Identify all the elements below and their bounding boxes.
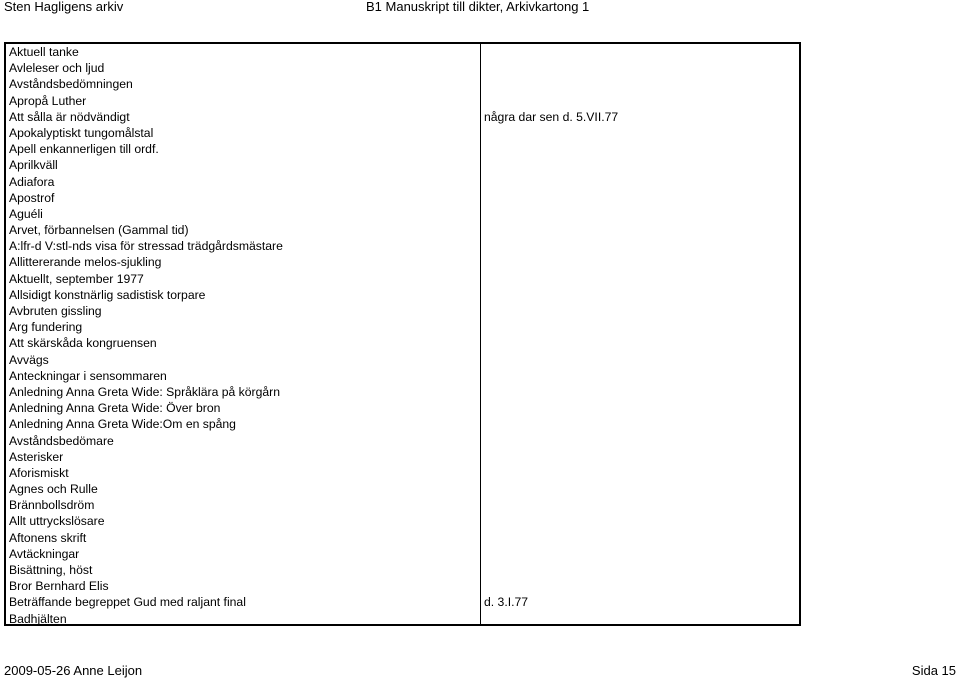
poem-title: Aktuellt, september 1977 <box>9 271 144 286</box>
table-row <box>6 93 799 109</box>
poem-title: Apostrof <box>9 190 55 205</box>
poem-title: A:lfr-d V:stl-nds visa för stressad trädgårdsmästare <box>9 239 283 254</box>
table-row <box>6 578 799 594</box>
date-note: några dar sen d. 5.VII.77 <box>484 109 619 124</box>
table-row <box>6 594 799 610</box>
table-row <box>6 611 799 627</box>
poem-title: Badhjälten <box>9 611 67 626</box>
poem-title: Avvägs <box>9 352 49 367</box>
manuscript-table <box>4 42 801 626</box>
table-row <box>6 368 799 384</box>
poem-title: Arvet, förbannelsen (Gammal tid) <box>9 223 189 238</box>
poem-title: Aktuell tanke <box>9 45 79 59</box>
poem-title: Allt uttryckslösare <box>9 514 105 529</box>
poem-title: Anledning Anna Greta Wide:Om en spång <box>9 417 236 432</box>
table-row <box>6 335 799 351</box>
poem-title: Aftonens skrift <box>9 530 87 545</box>
table-row <box>6 546 799 562</box>
table-row <box>6 530 799 546</box>
table-row <box>6 190 799 206</box>
document-title: B1 Manuskript till dikter, Arkivkartong 1 <box>366 0 590 14</box>
poem-title: Aforismiskt <box>9 465 69 480</box>
poem-title: Att sålla är nödvändigt <box>9 109 130 124</box>
table-row <box>6 416 799 432</box>
poem-title: Aprilkväll <box>9 158 58 173</box>
table-row <box>6 400 799 416</box>
poem-title: Avtäckningar <box>9 546 80 561</box>
table-row <box>6 481 799 497</box>
poem-title: Anledning Anna Greta Wide: Över bron <box>9 401 221 416</box>
table-row <box>6 562 799 578</box>
poem-title: Anteckningar i sensommaren <box>9 368 167 383</box>
table-row <box>6 319 799 335</box>
poem-title: Brännbollsdröm <box>9 498 95 513</box>
poem-title: Att skärskåda kongruensen <box>9 336 157 351</box>
table-row <box>6 238 799 254</box>
table-row <box>6 44 799 60</box>
footer-date-author: 2009-05-26 Anne Leijon <box>4 663 143 678</box>
poem-title: Avleleser och ljud <box>9 61 105 76</box>
poem-title: Asterisker <box>9 449 64 464</box>
table-row <box>6 271 799 287</box>
poem-title: Agnes och Rulle <box>9 482 98 497</box>
table-row <box>6 60 799 76</box>
poem-title: Allsidigt konstnärlig sadistisk torpare <box>9 287 206 302</box>
poem-title: Apell enkannerligen till ordf. <box>9 142 159 157</box>
table-row <box>6 157 799 173</box>
table-row <box>6 513 799 529</box>
table-row <box>6 174 799 190</box>
date-note: d. 3.I.77 <box>484 595 529 610</box>
table-row <box>6 449 799 465</box>
table-row <box>6 433 799 449</box>
poem-title: Avståndsbedömningen <box>9 77 133 92</box>
table-row <box>6 384 799 400</box>
table-row <box>6 125 799 141</box>
poem-title: Adiafora <box>9 174 55 189</box>
table-row <box>6 497 799 513</box>
table-row <box>6 141 799 157</box>
table-row <box>6 222 799 238</box>
poem-title: Avbruten gissling <box>9 304 102 318</box>
poem-title: Bror Bernhard Elis <box>9 579 109 594</box>
table-row <box>6 206 799 222</box>
table-row <box>6 109 799 125</box>
poem-title: Anledning Anna Greta Wide: Språklära på körgårn <box>9 384 280 399</box>
archive-title: Sten Hagligens arkiv <box>4 0 124 14</box>
poem-title: Beträffande begreppet Gud med raljant final <box>9 595 246 610</box>
poem-title: Allittererande melos-sjukling <box>9 255 162 270</box>
poem-title: Aguéli <box>9 206 43 221</box>
table-row <box>6 254 799 270</box>
table-row <box>6 465 799 481</box>
table-row <box>6 76 799 92</box>
poem-title: Arg fundering <box>9 320 83 335</box>
poem-title: Apokalyptiskt tungomålstal <box>9 125 154 140</box>
table-rows <box>6 44 799 627</box>
table-row <box>6 287 799 303</box>
poem-title: Bisättning, höst <box>9 563 93 577</box>
table-row <box>6 303 799 319</box>
poem-title: Avståndsbedömare <box>9 433 114 448</box>
page-number: Sida 15 <box>911 663 956 678</box>
poem-title: Apropå Luther <box>9 93 87 108</box>
table-row <box>6 352 799 368</box>
